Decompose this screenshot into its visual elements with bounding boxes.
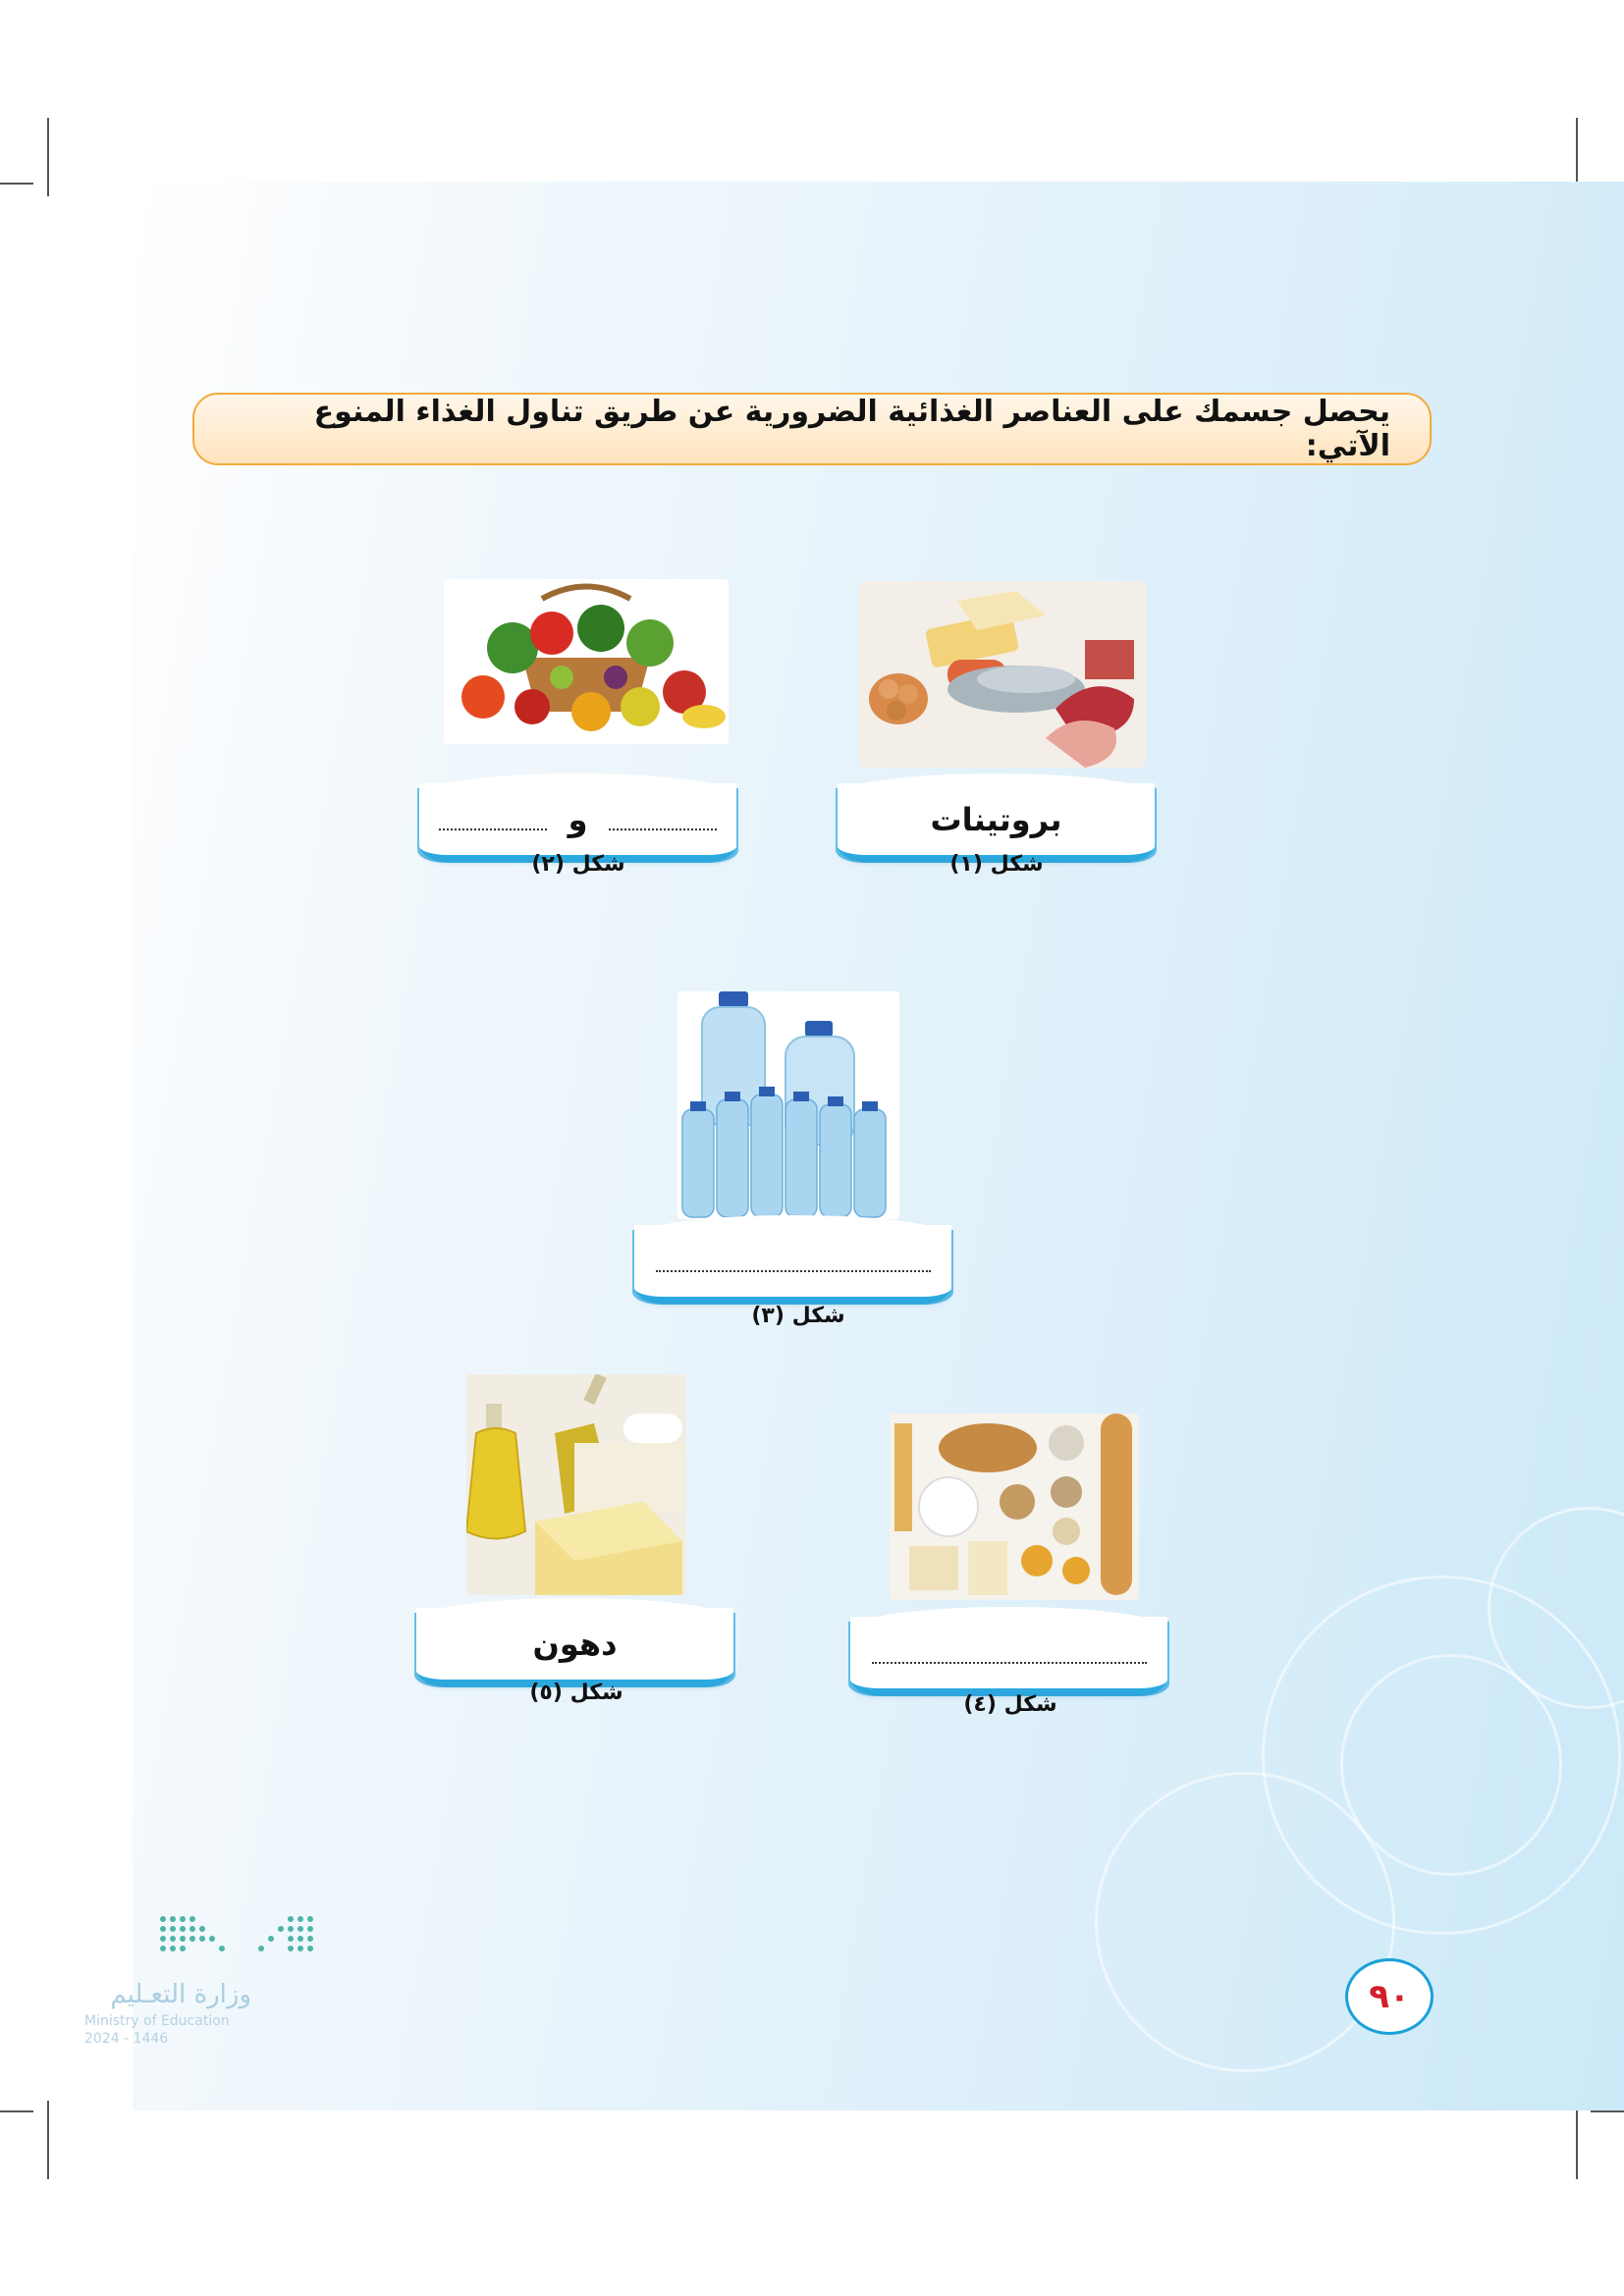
answer-card-5: [416, 1608, 733, 1684]
answer-card-1: [838, 783, 1155, 860]
crop-mark: [47, 118, 49, 196]
blank-line: [609, 811, 717, 830]
blank-line: [656, 1253, 931, 1272]
card-content-2: [439, 801, 716, 838]
figure-caption-3: شكل (٣): [751, 1304, 845, 1328]
page-number: ٩٠: [1369, 1977, 1410, 2016]
figure-caption-1: شكل (١): [949, 852, 1044, 877]
crop-mark: [47, 2101, 49, 2179]
card-content-4: [872, 1634, 1147, 1672]
oil-butter-image: [466, 1374, 686, 1595]
card-conjunction: و: [568, 800, 588, 838]
vegetable-fruit-basket-image: [444, 579, 729, 744]
answer-card-3: [634, 1225, 951, 1302]
instruction-text: يحصل جسمك على العناصر الغذائية الضرورية عن طريق تناول الغذاء المنوع الآتي:: [313, 395, 1390, 463]
crop-mark: [0, 183, 33, 185]
answer-card-4: [850, 1617, 1167, 1693]
crop-mark: [0, 2110, 33, 2112]
ministry-emblem-icon: [153, 1909, 389, 1968]
ministry-name-en: Ministry of Education: [84, 2013, 230, 2029]
ministry-logo: [84, 1909, 281, 2056]
meat-fish-eggs-cheese-image: [859, 581, 1146, 768]
water-bottles-image: [677, 991, 899, 1219]
figure-caption-5: شكل (٥): [529, 1681, 623, 1705]
figure-caption-2: شكل (٢): [531, 852, 625, 877]
figure-caption-4: شكل (٤): [963, 1692, 1057, 1717]
crop-mark: [1576, 2101, 1578, 2179]
bread-grains-pasta-image: [890, 1414, 1139, 1600]
floral-decoration: [1095, 1772, 1395, 2072]
instruction-banner: [192, 393, 1432, 465]
card-content-3: [656, 1243, 931, 1280]
card-label-fats: دهون: [532, 1625, 618, 1663]
ministry-year: 2024 - 1446: [84, 2031, 169, 2047]
page-number-badge: [1345, 1958, 1434, 2035]
card-label-proteins: بروتينات: [930, 800, 1062, 838]
crop-mark: [1591, 2110, 1624, 2112]
blank-line: [872, 1644, 1147, 1664]
ministry-name-ar: وزارة التعـليم: [110, 1980, 251, 2009]
blank-line: [439, 811, 547, 830]
answer-card-2: [419, 783, 736, 860]
